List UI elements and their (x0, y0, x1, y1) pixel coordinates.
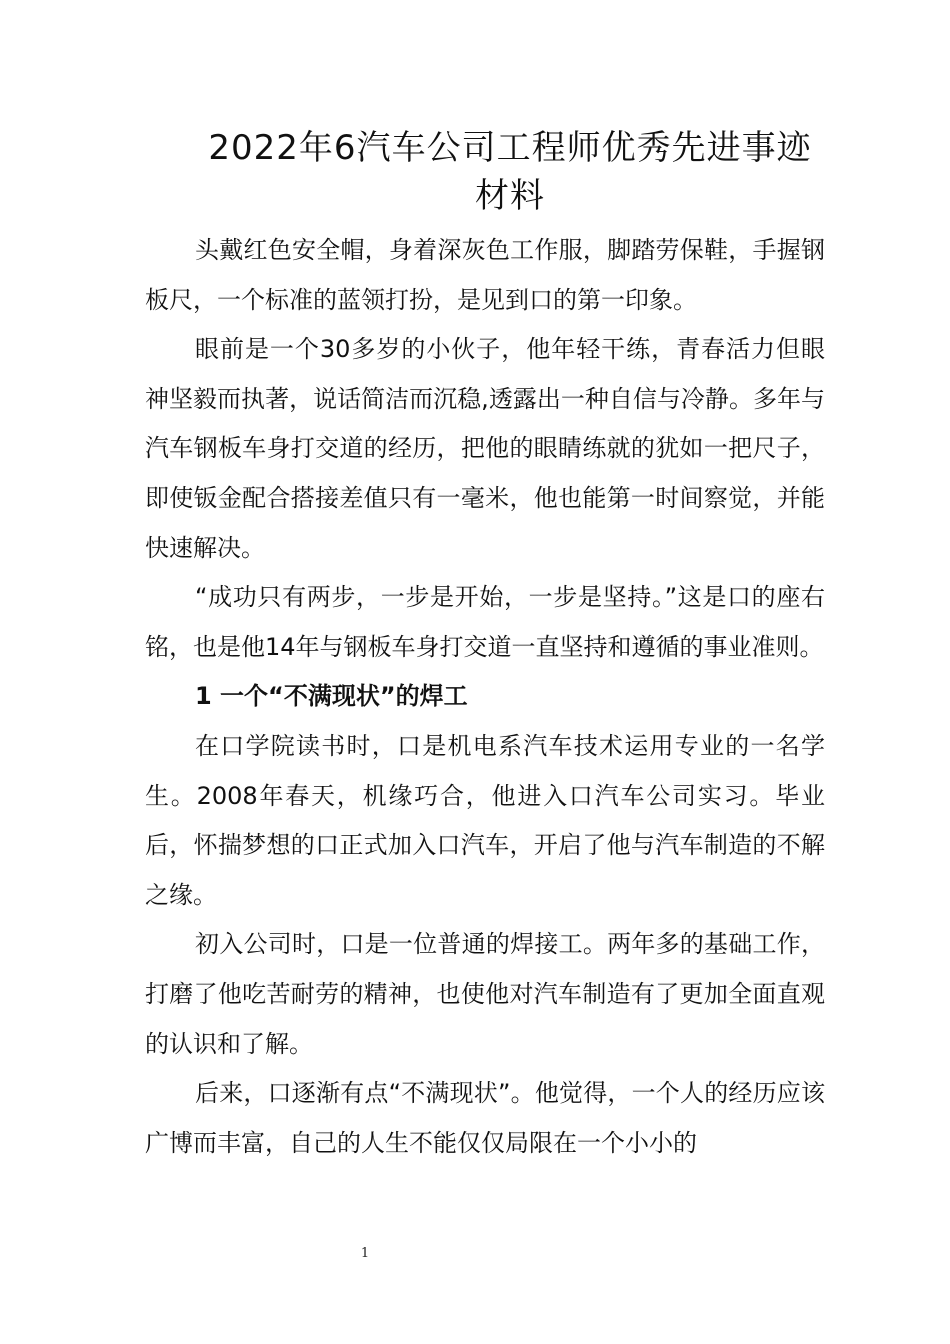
page-number: 1 (360, 1246, 370, 1261)
section-heading: 1 一个“不满现状”的焊工 (195, 682, 468, 711)
paragraph-3: “成功只有两步，一步是开始，一步是坚持。”这是口的座右铭，也是他14年与钢板车身打交道一直坚持和遵循的事业准则。 (145, 583, 825, 661)
paragraph-1: 头戴红色安全帽，身着深灰色工作服，脚踏劳保鞋，手握钢板尺，一个标准的蓝领打扮，是见到口的第一印象。 (145, 236, 825, 314)
paragraph-6: 后来，口逐渐有点“不满现状”。他觉得，一个人的经历应该广博而丰富，自己的人生不能仅仅局限在一个小小的 (145, 1079, 825, 1157)
paragraph-5: 初入公司时，口是一位普通的焊接工。两年多的基础工作，打磨了他吃苦耐劳的精神，也使他对汽车制造有了更加全面直观的认识和了解。 (145, 930, 825, 1058)
paragraph-2: 眼前是一个30多岁的小伙子，他年轻干练，青春活力但眼神坚毅而执著，说话简洁而沉稳,透露出一种自信与冷静。多年与汽车钢板车身打交道的经历，把他的眼睛练就的犹如一把尺子，即使钣金配合搭接差值只有一毫米，他也能第一时间察觉，并能快速解决。 (145, 335, 825, 562)
paragraph-4: 在口学院读书时，口是机电系汽车技术运用专业的一名学生。2008年春天，机缘巧合，他进入口汽车公司实习。毕业后，怀揣梦想的口正式加入口汽车，开启了他与汽车制造的不解之缘。 (145, 731, 825, 909)
document-body (145, 226, 825, 1168)
document-title: 2022年6汽车公司工程师优秀先进事迹材料 (208, 128, 812, 216)
